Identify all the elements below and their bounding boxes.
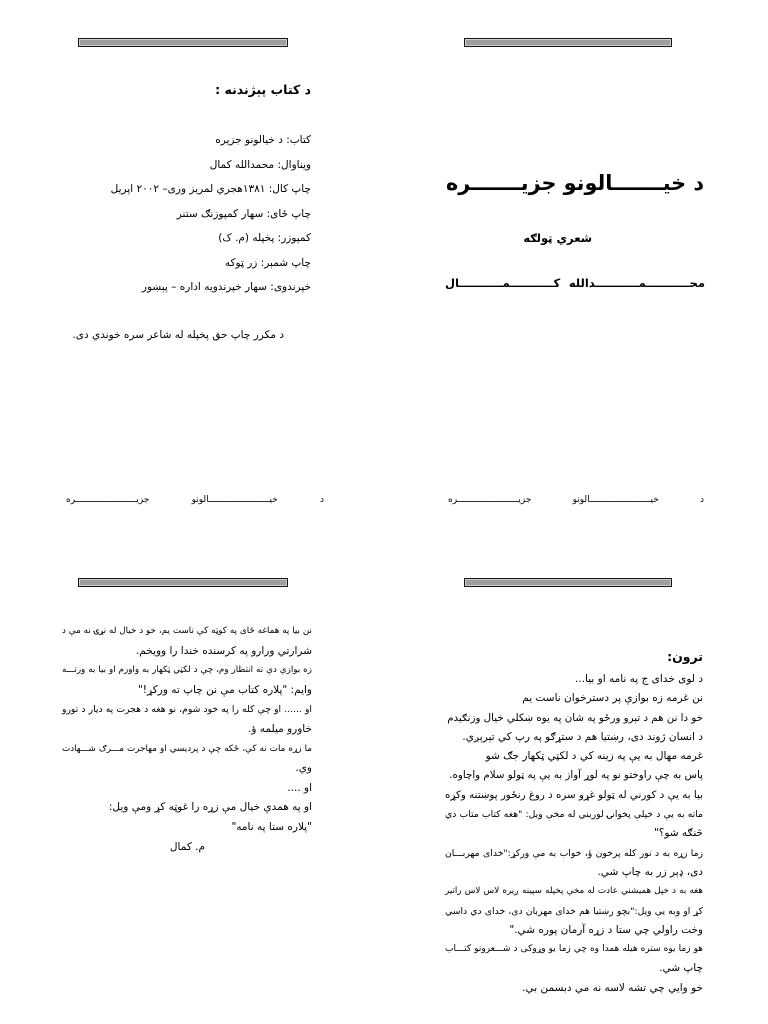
page-footer: د خيـــــــــــــــــــــــالونو جزيـــــــــــــــــــــــره — [66, 495, 324, 505]
preface-line: زما زړه به د نور کله پرخون ؤ، خواب به مې ورکړ:"خدای مهربـــان — [445, 847, 703, 859]
book-info-heading-block — [60, 80, 311, 100]
dedication-text — [62, 622, 312, 857]
dedication-signature: م. کمال — [169, 840, 205, 853]
book-detail-composer: کمپوزر: پخپله (م. ک) — [218, 232, 311, 244]
preface-line: هغه به د خپل هميشني عادت له مخې پخپله سپينه ږيره لاس لاس راتير — [445, 886, 703, 897]
bottom-right-divider-bar — [464, 578, 672, 587]
preface-line: خو وايي چي تشه لاسه نه مي دبسمن بي. — [522, 981, 703, 994]
bottom-left-divider-bar — [78, 578, 288, 587]
book-detail-author: ويناوال: محمدالله کمال — [209, 158, 311, 171]
dedication-line: زه بوازې دې ته انتظار وم، چې د لکټي ټکهار به واورم او بيا به ورتـــه — [62, 665, 312, 676]
rights-notice-block — [60, 326, 284, 344]
preface-line: کړ او وبه يې ويل:"بچو رښتيا هم خدای مهربان دی، خدای دي داسي — [445, 905, 703, 917]
dedication-line: او ...... او چې کله را په خود شوم، نو هغه د هجرت په ديار د تورو — [62, 704, 312, 716]
book-detail-print-year: چاپ کال: ۱۳۸۱هجري لمريز وری– ۲۰۰۲ اپريل — [110, 183, 311, 195]
rights-notice: د مکرر چاپ حق پخپله له شاعر سره خوندي دی. — [72, 329, 284, 341]
preface-line: د انسان ژوند دی، رښتيا هم د ستړګو په رپ کي تېرېږي. — [462, 730, 703, 743]
preface-line: بيا به يې د کورني له ټولو غړو سره د روغ رنځور پوښتنه وکړه — [445, 788, 703, 801]
preface-heading-block — [445, 648, 703, 666]
preface-line: د لوی خدای ج په نامه او بيا... — [574, 673, 703, 685]
book-info-details — [60, 128, 311, 300]
dedication-line: خاورو ميلمه ؤ. — [248, 722, 312, 735]
dedication-line: ما زړه مات نه کې، ځکه چې د پرديسي او مهاجرت مـــرګ شـــهادت — [62, 743, 312, 754]
page-footer: د خيـــــــــــــــــــــــالونو جزيـــــــــــــــــــــــره — [448, 495, 704, 505]
dedication-line: وي. — [295, 762, 312, 775]
preface-line: څنګه شو؟" — [653, 827, 703, 840]
book-detail-print-count: چاپ شمېر: زر ټوکه — [224, 256, 311, 269]
book-title: د خيـــــــالونو جزيـــــــره — [445, 171, 704, 195]
book-info-footer-block — [66, 493, 324, 507]
book-subtitle: شعري ټولګه — [523, 231, 592, 245]
preface-line: نن غرمه زه بوازې پر دسترخوان ناست يم — [522, 692, 703, 705]
dedication-line: وايم: "پلاره کتاب مې نن چاپ ته ورکړ!" — [137, 683, 312, 696]
book-author-block — [445, 274, 705, 292]
preface-line: غرمه مهال به يې په زينه کي د لکټي ټکهار جګ شو — [485, 750, 703, 763]
preface-line: پاس به چې راوختو نو په لوړ آواز به يې په ټولو سلام واچاوه. — [449, 769, 703, 782]
preface-text — [445, 670, 703, 998]
dedication-line: او په همدې خيال مې زړه را غوټه کړ ومې ويل: — [108, 801, 312, 814]
preface-line: وخت راولي چي ستا د زړه آرمان پوره شي." — [509, 923, 703, 936]
book-detail-publisher: خپرندوی: سهار خپرندويه اداره – پېښور — [141, 281, 311, 293]
preface-line: دی، ډېر زر به چاپ شي. — [597, 865, 703, 878]
dedication-line: شرارتي ورارو په کرسنده خندا را وويخم. — [135, 644, 312, 657]
book-detail-title: کتاب: د خيالونو جزيره — [215, 134, 311, 146]
preface-heading: ترون: — [667, 649, 703, 664]
dedication-line: "پلاره ستا په نامه" — [231, 820, 312, 833]
preface-line: هو زما يوه ستره هيله همدا وه چي زما يو وړوکی د شـــعرونو کتـــاب — [445, 944, 703, 955]
top-left-divider-bar — [78, 38, 288, 47]
top-right-divider-bar — [464, 38, 672, 47]
dedication-line: نن بيا په هماغه ځای په کوټه کې ناست يم، خو د خيال له نړۍ نه مې د — [62, 626, 312, 636]
book-author: محـــــــــــمـــــــــــدالله کـــــــــــمـــــــــــال — [445, 276, 705, 290]
book-title-block — [446, 166, 704, 200]
preface-line: چاپ شي. — [659, 962, 703, 975]
book-info-heading: د کتاب پېژندنه : — [215, 82, 311, 97]
dedication-line: او .... — [287, 781, 312, 794]
book-detail-print-place: چاپ ځای: سهار کمپوزنګ ستنر — [176, 207, 311, 220]
title-page-footer-block — [448, 493, 704, 507]
preface-line: خو دا نن هم د تېرو ورځو په شان په يوه ښکلي خيال وزنګيدم — [447, 711, 703, 724]
preface-line: ماته به يې د خپلې پخوانۍ لوريني له مخې ويل: "هغه کتاب متاب دي — [445, 809, 703, 821]
book-subtitle-block — [446, 229, 592, 247]
